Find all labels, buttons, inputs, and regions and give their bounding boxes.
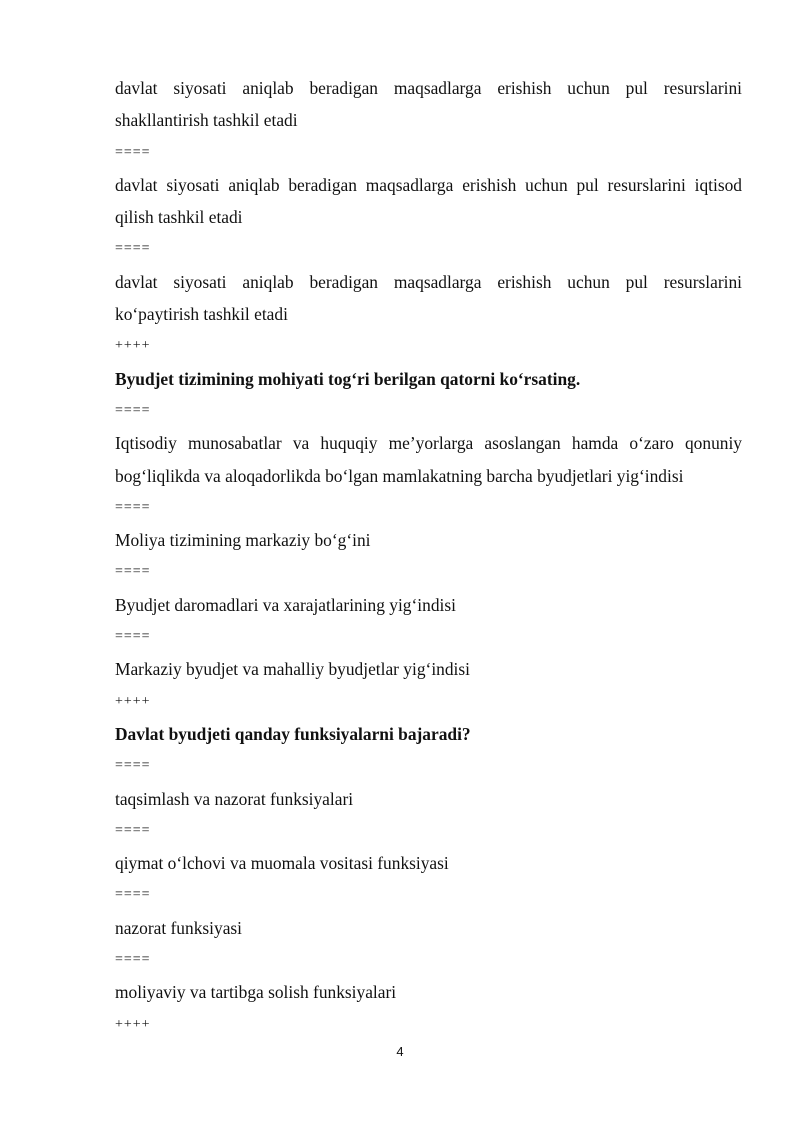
separator-line: ++++	[115, 1016, 151, 1032]
separator-line: ====	[115, 402, 151, 418]
separator-line: ++++	[115, 693, 151, 709]
answer-line: ko‘paytirish tashkil etadi	[115, 304, 288, 325]
separator-line: ====	[115, 822, 151, 838]
separator-line: ++++	[115, 338, 151, 354]
page-number: 4	[396, 1044, 404, 1059]
answer-line: shakllantirish tashkil etadi	[115, 110, 298, 131]
question-text: Davlat byudjeti qanday funksiyalarni bajaradi?	[115, 723, 471, 744]
answer-line: Moliya tizimining markaziy bo‘g‘ini	[115, 530, 371, 551]
answer-line: qiymat o‘lchovi va muomala vositasi funksiyasi	[115, 853, 449, 874]
separator-line: ====	[115, 144, 151, 160]
separator-line: ====	[115, 758, 151, 774]
answer-line: Iqtisodiy munosabatlar va huquqiy me’yorlarga asoslangan hamda o‘zaro qonuniy	[115, 433, 742, 454]
separator-line: ====	[115, 629, 151, 645]
answer-line: Byudjet daromadlari va xarajatlarining yig‘indisi	[115, 594, 456, 615]
answer-line: davlat siyosati aniqlab beradigan maqsadlarga erishish uchun pul resurslarini	[115, 271, 742, 292]
answer-line: bog‘liqlikda va aloqadorlikda bo‘lgan mamlakatning barcha byudjetlari yig‘indisi	[115, 465, 684, 486]
answer-line: davlat siyosati aniqlab beradigan maqsadlarga erishish uchun pul resurslarini iqtisod	[115, 174, 742, 195]
answer-line: nazorat funksiyasi	[115, 917, 243, 938]
answer-line: moliyaviy va tartibga solish funksiyalari	[115, 982, 397, 1003]
answer-line: Markaziy byudjet va mahalliy byudjetlar yig‘indisi	[115, 659, 470, 680]
separator-line: ====	[115, 564, 151, 580]
answer-line: davlat siyosati aniqlab beradigan maqsadlarga erishish uchun pul resurslarini	[115, 78, 742, 98]
question-text: Byudjet tizimining mohiyati tog‘ri berilgan qatorni ko‘rsating.	[115, 368, 581, 389]
separator-line: ====	[115, 952, 151, 968]
answer-line: taqsimlash va nazorat funksiyalari	[115, 788, 354, 809]
separator-line: ====	[115, 887, 151, 903]
answer-line: qilish tashkil etadi	[115, 207, 243, 228]
separator-line: ====	[115, 499, 151, 515]
separator-line: ====	[115, 241, 151, 257]
document-body	[115, 72, 742, 1041]
